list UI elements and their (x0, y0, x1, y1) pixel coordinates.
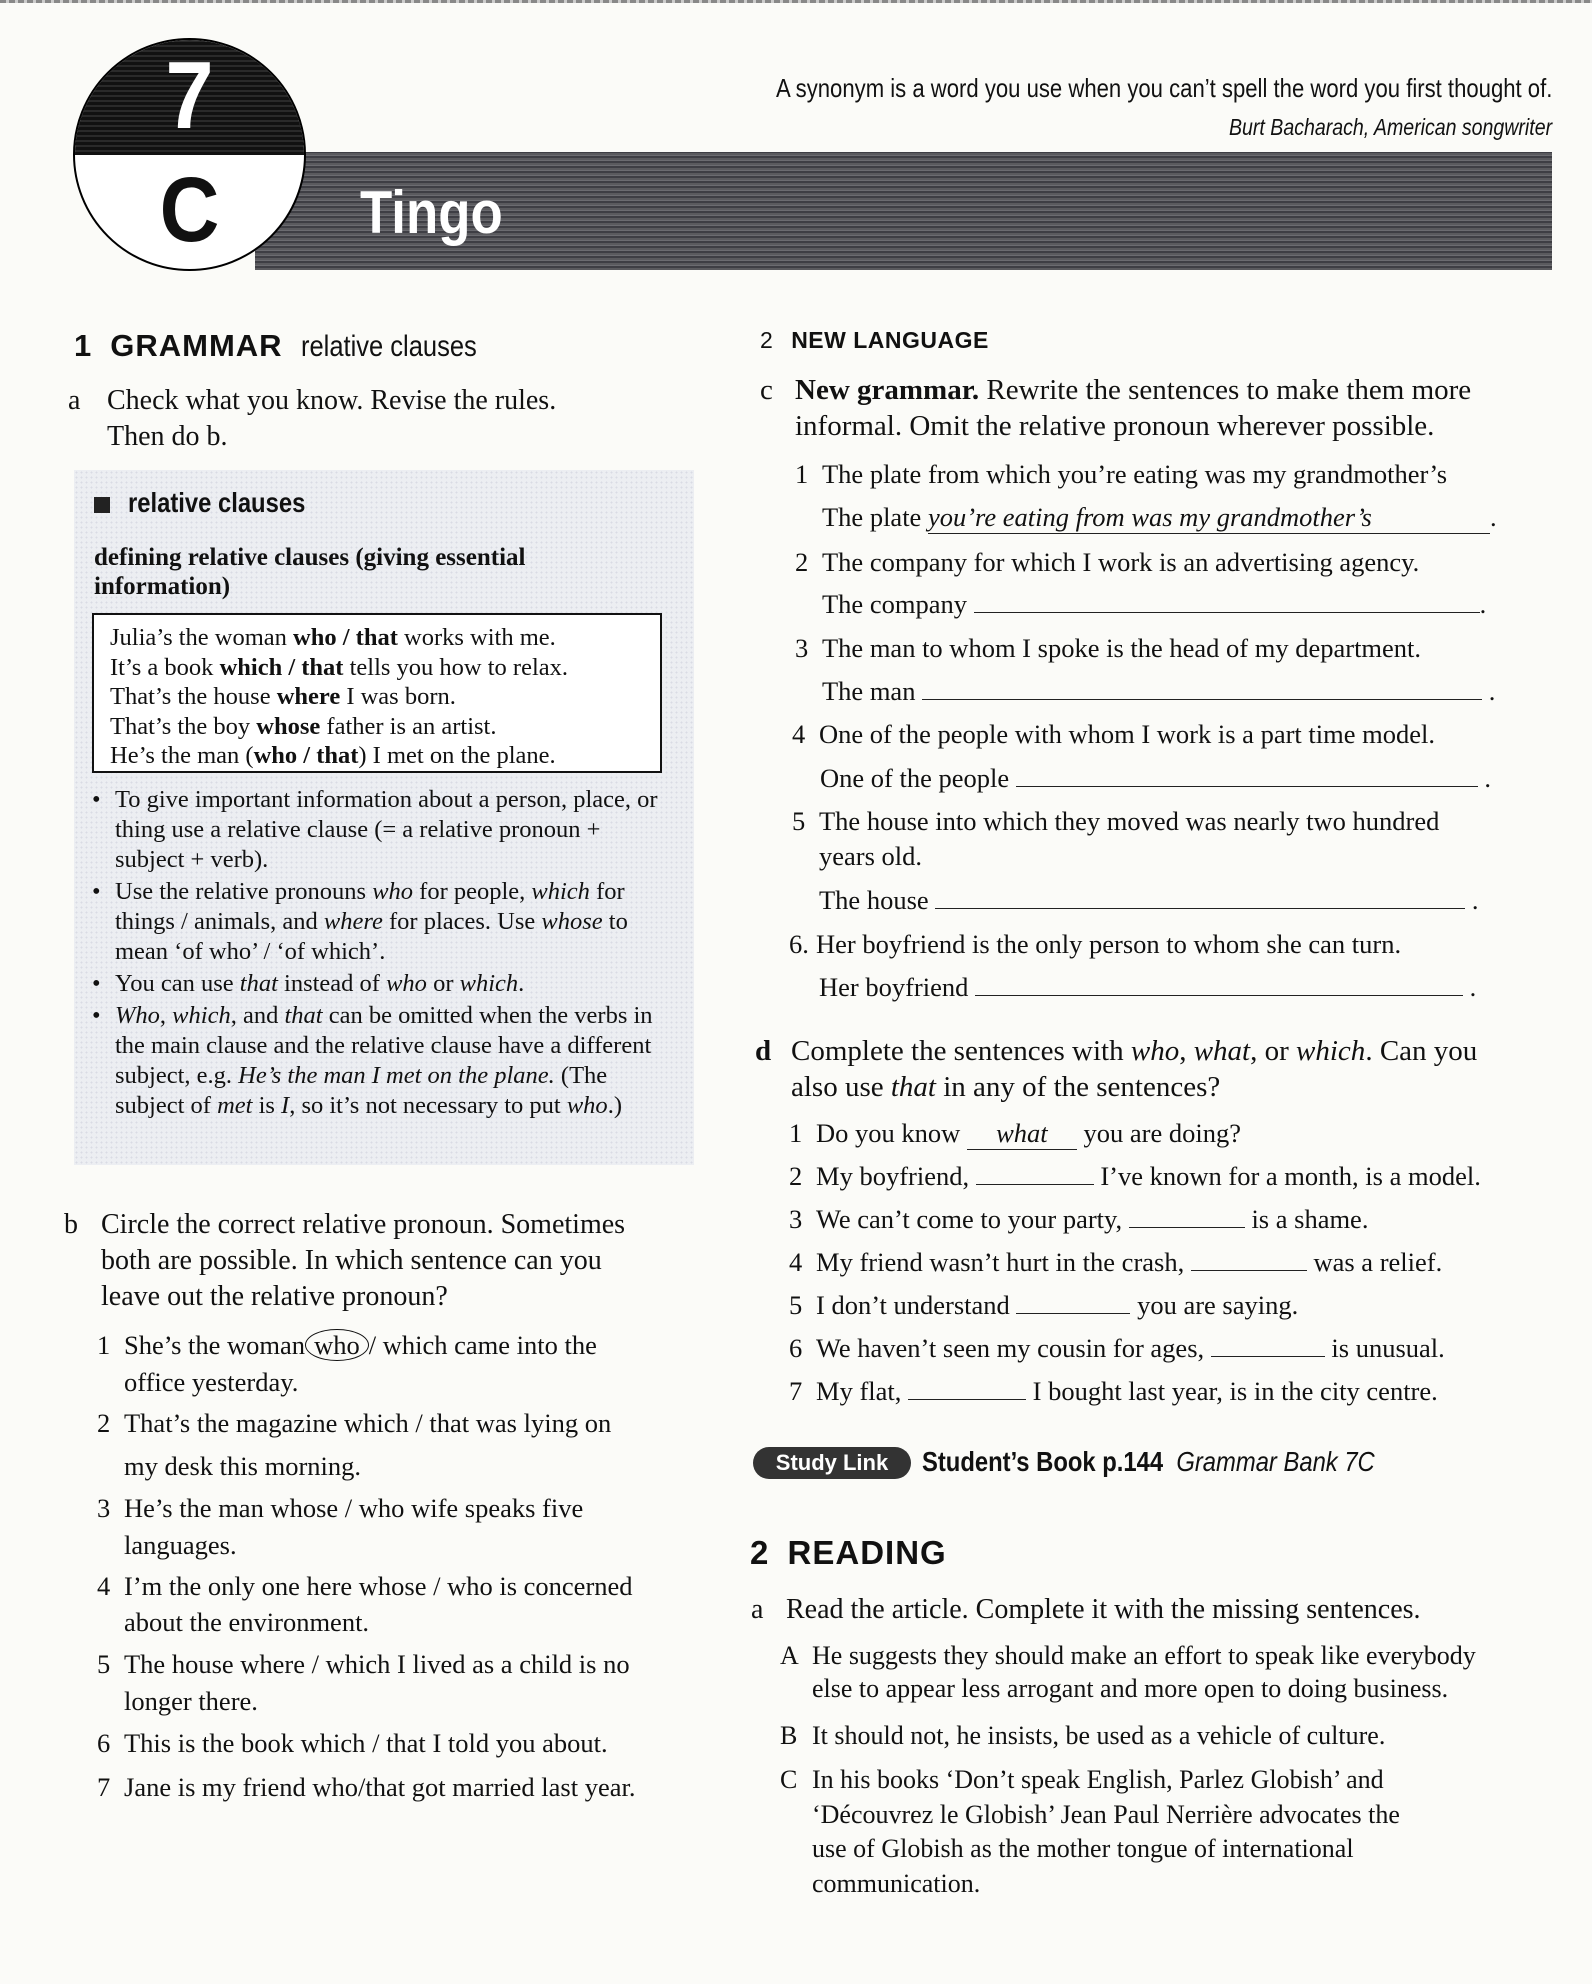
option-1[interactable]: who (312, 1772, 359, 1802)
exercise-letter: b (64, 1209, 78, 1240)
exercise-b-item-6: 6 This is the book which / that I told you about. (97, 1728, 608, 1758)
answer-input[interactable] (1016, 764, 1478, 787)
answer-line-4: One of the people . (820, 763, 1491, 793)
answer-input[interactable]: what (967, 1117, 1077, 1150)
section-heading-grammar (74, 328, 507, 365)
square-bullet-icon (94, 497, 110, 513)
option-2[interactable]: who (358, 1493, 405, 1523)
exercise-b-item-1: 1 She’s the woman who / which came into the (97, 1330, 597, 1360)
option-1[interactable]: which (344, 1408, 409, 1438)
rule-item: • Use the relative pronouns who for people, which for things / animals, and where for places. Use whose to mean ‘of who’ / ‘of which’. (92, 878, 628, 965)
example-sentence: He’s the man (who / that) I met on the plane. (110, 742, 556, 769)
rule-item: • To give important information about a person, place, or thing use a relative clause (= a relative pronoun + subject + verb). (92, 786, 658, 873)
exercise-d-item-1: 1 Do you know what you are doing? (789, 1118, 1242, 1148)
exercise-c-item-5: 5 The house into which they moved was nearly two hundred (792, 806, 1440, 836)
exercise-d-instruction: Complete the sentences with who, what, or which. Can you also use that in any of the sentences? (791, 1035, 1478, 1103)
answer-line-2: The company . (822, 589, 1487, 619)
exercise-c-item-4: 4 One of the people with whom I work is a part time model. (792, 719, 1435, 749)
bullet-icon: • (92, 786, 101, 813)
section-heading-reading (750, 1533, 947, 1573)
section-number: 2 (760, 327, 773, 353)
exercise-letter: d (755, 1035, 772, 1067)
item-continuation: my desk this morning. (124, 1451, 362, 1481)
lesson-badge (73, 38, 306, 271)
answer-input[interactable] (935, 886, 1465, 909)
bullet-icon: • (92, 878, 101, 905)
option-1[interactable]: whose (358, 1571, 427, 1601)
exercise-b-instruction: Circle the correct relative pronoun. Sometimes both are possible. In which sentence can you leave out the relative pronoun? (101, 1209, 626, 1312)
exercise-d-item-5: 5 I don’t understand you are saying. (789, 1290, 1299, 1320)
answer-input[interactable] (1211, 1334, 1325, 1357)
rules-list (92, 785, 662, 1123)
grammar-box-definition: defining relative clauses (giving essential information) (94, 544, 526, 600)
instruction-line: Check what you know. Revise the rules. (107, 385, 557, 416)
answer-line-6: Her boyfriend . (819, 972, 1477, 1002)
circled-answer[interactable]: who (305, 1329, 369, 1361)
instruction-line: Then do b. (107, 421, 228, 452)
example-sentence: That’s the house where I was born. (110, 683, 456, 710)
lesson-number: 7 (165, 42, 214, 149)
option-2[interactable]: that (365, 1772, 406, 1802)
exercise-b-item-2: 2 That’s the magazine which / that was lying on (97, 1408, 612, 1438)
exercise-c-item-6: 6. Her boyfriend is the only person to whom she can turn. (789, 929, 1402, 959)
exercise-d-item-7: 7 My flat, I bought last year, is in the city centre. (789, 1376, 1438, 1406)
answer-input[interactable] (908, 1377, 1026, 1400)
answer-line-5: The house . (819, 885, 1479, 915)
answer-input[interactable] (1129, 1205, 1245, 1228)
exercise-c-item-2: 2 The company for which I work is an advertising agency. (795, 547, 1420, 577)
option-1[interactable]: which (300, 1728, 366, 1758)
exercise-b-item-4: 4 I’m the only one here whose / who is concerned (97, 1571, 633, 1601)
answer-input[interactable] (976, 1162, 1094, 1185)
exercise-b-item-7: 7 Jane is my friend who/that got married last year. (97, 1772, 636, 1802)
exercise-c-item-1: 1 The plate from which you’re eating was my grandmother’s (795, 459, 1448, 489)
section-number: 2 (750, 1534, 770, 1571)
exercise-c-instruction: New grammar. Rewrite the sentences to make them more informal. Omit the relative pronoun wherever possible. (795, 374, 1472, 442)
examples-box (92, 613, 662, 773)
section-title: GRAMMAR (110, 328, 283, 363)
exercise-letter: a (68, 385, 81, 416)
exercise-d-item-4: 4 My friend wasn’t hurt in the crash, was a relief. (789, 1247, 1443, 1277)
item-continuation: about the environment. (124, 1607, 370, 1637)
study-link-reference[interactable]: Student’s Book p.144 Grammar Bank 7C (922, 1446, 1375, 1477)
section-number: 1 (74, 328, 93, 363)
example-sentence: Julia’s the woman who / that works with me. (110, 624, 556, 651)
exercise-d-item-3: 3 We can’t come to your party, is a shame. (789, 1204, 1369, 1234)
exercise-c-item-3: 3 The man to whom I spoke is the head of my department. (795, 633, 1422, 663)
page-top-border (0, 0, 1592, 3)
exercise-d-item-6: 6 We haven’t seen my cousin for ages, is unusual. (789, 1333, 1445, 1363)
study-link-badge[interactable]: Study Link (753, 1447, 911, 1479)
option-2[interactable]: which (382, 1330, 448, 1360)
lesson-letter: C (159, 159, 220, 261)
exercise-letter: c (760, 374, 773, 406)
option-2[interactable]: who (447, 1571, 493, 1601)
option-1[interactable]: whose (270, 1493, 339, 1523)
item-continuation: longer there. (124, 1686, 258, 1716)
option-2[interactable]: which (325, 1649, 391, 1679)
example-sentence: That’s the boy whose father is an artist. (110, 712, 497, 740)
bullet-icon: • (92, 970, 101, 997)
grammar-box-title: relative clauses (128, 487, 306, 518)
section-heading-new-language (760, 325, 989, 355)
epigraph-quote: A synonym is a word you use when you can’t spell the word you first thought of. (775, 73, 1552, 103)
section-subtitle: relative clauses (300, 330, 477, 363)
example-sentence: It’s a book which / that tells you how to relax. (110, 653, 568, 681)
answer-input[interactable] (975, 973, 1463, 996)
exercise-d-item-2: 2 My boyfriend, I’ve known for a month, is a model. (789, 1161, 1481, 1191)
missing-sentence-option-b: B It should not, he insists, be used as a vehicle of culture. (780, 1721, 1386, 1750)
reading-a-instruction: Read the article. Complete it with the missing sentences. (786, 1594, 1421, 1625)
missing-sentence-option-c: C In his books ‘Don’t speak English, Parlez Globish’ and ‘Découvrez le Globish’ Jean Paul Nerrière advocates the use of Globish as the mother tongue of international communication. (780, 1765, 1400, 1898)
answer-input[interactable] (922, 677, 1482, 700)
option-1[interactable]: where (240, 1649, 306, 1679)
answer-line-3: The man . (822, 676, 1496, 706)
exercise-a-instruction (107, 383, 697, 455)
answer-input[interactable] (974, 590, 1480, 613)
lesson-title: Tingo (360, 179, 503, 246)
answer-input[interactable]: you’re eating from was my grandmother’s (928, 501, 1490, 534)
epigraph-author: Burt Bacharach, American songwriter (1228, 114, 1552, 140)
answer-line-1: The plate you’re eating from was my grandmother’s . (822, 502, 1497, 532)
answer-input[interactable] (1016, 1291, 1130, 1314)
item-continuation: years old. (819, 841, 923, 871)
item-continuation: office yesterday. (124, 1367, 299, 1397)
item-continuation: languages. (124, 1530, 237, 1560)
rule-item: • Who, which, and that can be omitted when the verbs in the main clause and the relative clause have a different subject, e.g. He’s the man I met on the plane. (The subject of met is I, so it’s not necessary to put who.) (92, 1002, 653, 1119)
section-title: READING (787, 1534, 947, 1571)
option-2[interactable]: that (386, 1728, 426, 1758)
answer-input[interactable] (1191, 1248, 1307, 1271)
missing-sentence-option-a: A He suggests they should make an effort to speak like everybody else to appear less arrogant and more open to doing business. (780, 1641, 1476, 1703)
bullet-icon: • (92, 1002, 101, 1029)
exercise-letter: a (751, 1594, 764, 1625)
option-2[interactable]: that (429, 1408, 470, 1438)
rule-item: • You can use that instead of who or which. (92, 970, 525, 997)
exercise-b-item-5: 5 The house where / which I lived as a child is no (97, 1649, 630, 1679)
section-title: NEW LANGUAGE (791, 327, 989, 353)
exercise-b-item-3: 3 He’s the man whose / who wife speaks five (97, 1493, 584, 1523)
